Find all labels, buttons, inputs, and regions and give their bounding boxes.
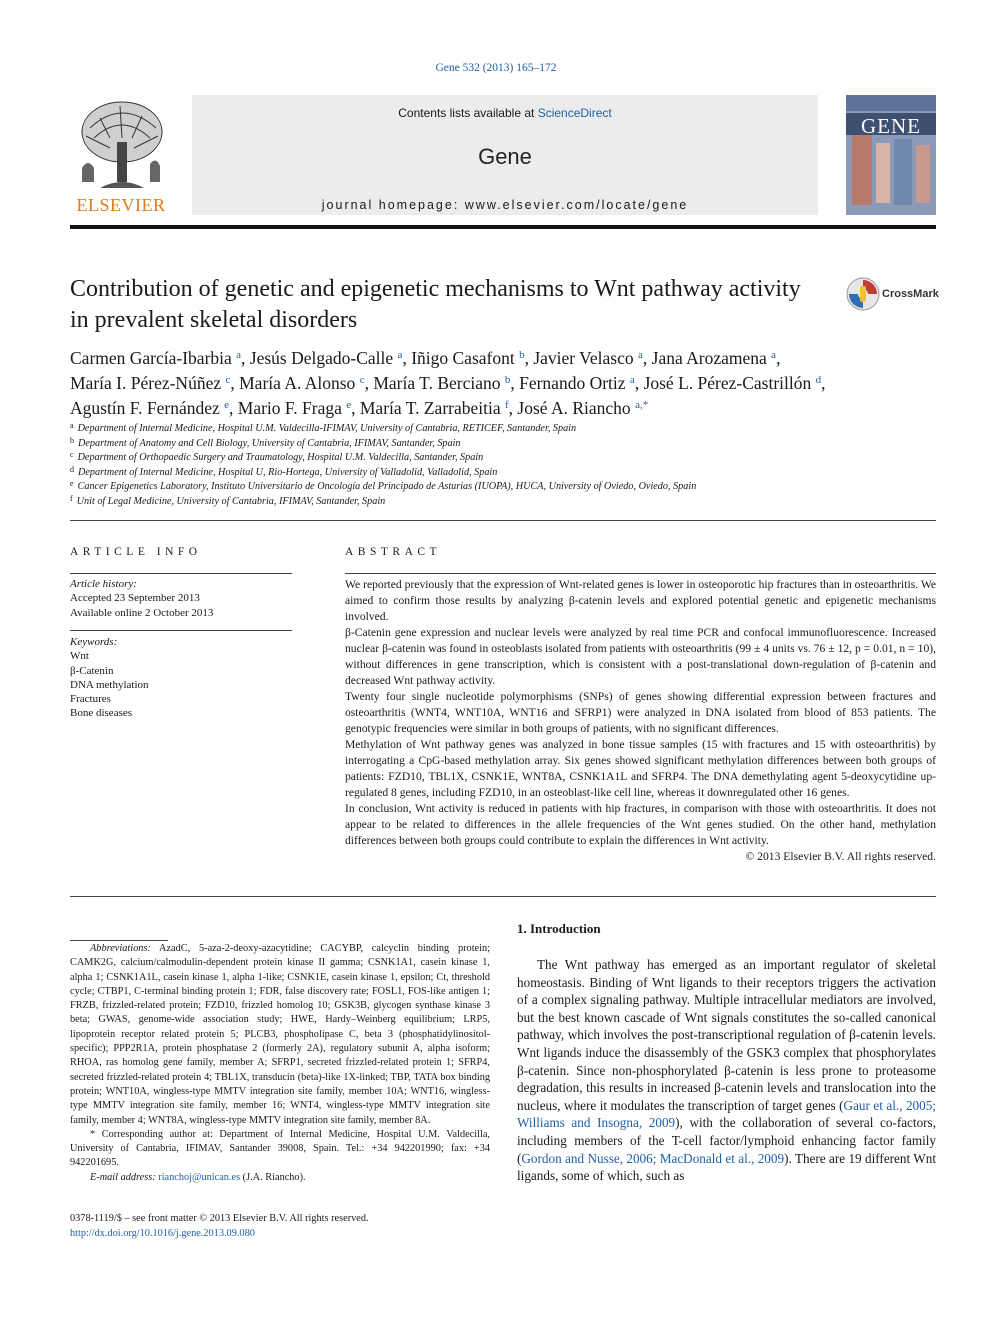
abstract-paragraph: Twenty four single nucleotide polymorphisms (SNPs) of genes showing differential expression between fractures and osteoarthritis (WNT4, WNT10A, WNT16 and SFRP1) were analyzed in DNA isolated from blood of 853 patients. The genotypic frequencies were similar in both groups of patients, with no significant differences. [345,690,936,735]
corresponding-footnote: * Corresponding author at: Department of Internal Medicine, Hospital U.M. Valdecilla, University of Cantabria, IFIMAV, Santander 39008, Spain. Tel.: +34 942201990; fax: +34 942201695. [70,1128,490,1169]
author[interactable]: Jana Arozamena [651,348,767,368]
author[interactable]: Jesús Delgado-Calle [249,348,394,368]
author[interactable]: Fernando Ortiz [519,373,626,393]
front-matter [70,1212,490,1241]
citation-link[interactable]: Gordon and Nusse, 2006; MacDonald et al., 2009 [521,1150,785,1166]
elsevier-wordmark: ELSEVIER [76,195,166,215]
intro-paragraph: The Wnt pathway has emerged as an important regulator of skeletal homeostasis. Binding of Wnt ligands to their receptors triggers the activation of a complex signaling pathway. Multiple intracellular mediators are involved, but the best known cascade of Wnt signals constitutes the so-called canonical pathway, which involves the post-transcriptional regulation of β-catenin levels. Wnt ligands induce the disassembly of the GSK3 complex that phosphorylates β-catenin. Since non-phosphorylated β-catenin is less prone to proteasome degradation, this results in increased β-catenin levels and translocation into the nucleus, where it modulates the transcription of target genes (Gaur et al., 2005; Williams and Insogna, 2009), with the collaboration of several co-factors, including members of the T-cell factor/lymphoid enhancing factor family (Gordon and Nusse, 2006; MacDonald et al., 2009). There are 19 different Wnt ligands, some of which, such as [517,957,936,1184]
author[interactable]: María A. Alonso [239,373,356,393]
affiliation-rule [70,520,936,521]
author[interactable]: Javier Velasco [533,348,634,368]
author[interactable]: José A. Riancho [517,398,631,418]
footnotes [70,942,490,1185]
gene-cover-title: GENE [861,114,921,138]
journal-name: Gene [478,144,532,169]
affiliation: $^d$ Department of Internal Medicine, Hospital U, Rio-Hortega, University of Valladolid, Valladolid, Spain [70,464,498,478]
affiliation: $^f$ Unit of Legal Medicine, University of Cantabria, IFIMAV, Santander, Spain [70,493,386,507]
author[interactable]: Carmen García-Ibarbia [70,348,232,368]
keyword: DNA methylation [70,678,149,691]
abstract-paragraph: In conclusion, Wnt activity is reduced in patients with hip fractures, in comparison with those with osteoarthritis. It does not appear to be related to differences in the allele frequencies of the Wnt genes studied. On the other hand, methylation differences between both groups could contribute to explain the differences in Wnt activity. [345,802,936,847]
abstract-paragraph: We reported previously that the expression of Wnt-related genes is lower in osteoporotic hip fractures than in osteoarthritis. We aimed to confirm those results by analyzing β-catenin levels and explored potential genetic and epigenetic mechanisms involved. [345,578,936,623]
abstract-bottom-rule [70,896,936,897]
abstract-copyright: © 2013 Elsevier B.V. All rights reserved. [745,850,936,863]
affiliation: $^b$ Department of Anatomy and Cell Biology, University of Cantabria, IFIMAV, Santander, Spain [70,435,461,449]
crossmark-label: CrossMark [882,288,939,300]
article-info-rule [70,573,292,574]
journal-homepage[interactable]: journal homepage: www.elsevier.com/locate/gene [321,198,689,212]
affiliation: $^e$ Cancer Epigenetics Laboratory, Instituto Universitario de Oncología del Principado de Asturias (IUOPA), HUCA, University of Oviedo, Oviedo, Spain [70,479,697,492]
abstract-heading: ABSTRACT [345,546,442,558]
issn-line: 0378-1119/$ – see front matter © 2013 Elsevier B.V. All rights reserved. [70,1213,369,1224]
keyword: Wnt [70,650,89,663]
author[interactable]: María T. Berciano [373,373,501,393]
doi-link[interactable]: http://dx.doi.org/10.1016/j.gene.2013.09.080 [70,1227,255,1239]
author[interactable]: Iñigo Casafont [411,348,515,368]
article-history: Article history: Accepted 23 September 2013 Available online 2 October 2013 [70,578,214,619]
author[interactable]: José L. Pérez-Castrillón [643,373,812,393]
citation-link[interactable]: Gaur et al., 2005; Williams and Insogna, 2009 [517,1097,936,1131]
email-footnote: E-mail address: rianchoj@unican.es (J.A. Riancho). [90,1171,306,1183]
article-title: Contribution of genetic and epigenetic mechanisms to Wnt pathway activity in prevalent skeletal disorders [70,276,801,333]
keyword: Fractures [70,693,111,706]
keywords: Keywords: Wnt β-Catenin DNA methylation Fractures Bone diseases [70,635,292,721]
abstract-paragraph: β-Catenin gene expression and nuclear levels were analyzed by real time PCR and confocal immunofluorescence. Increased nuclear β-catenin was found in osteoblasts isolated from patients with osteoarthritis (99 ± 4 units vs. 76 ± 12, p = 0.01, n = 10), without differences in gene transcription, which is consistent with a post-translational down-regulation of β-catenin and decreased Wnt pathway activity. [345,626,937,687]
journal-citation[interactable]: Gene 532 (2013) 165–172 [435,62,557,74]
keywords-rule [70,630,292,631]
author[interactable]: María I. Pérez-Núñez [70,373,222,393]
author-list: Carmen García-Ibarbia $^a$, Jesús Delgado-Calle $^a$, Iñigo Casafont $^b$, Javier Velasco $^a$, Jana Arozamena $^a$, María I. Pérez-Núñez $^c$, María A. Alonso $^c$, María T. Berciano $^b$, Fernando Ortiz $^a$, José L. Pérez-Castrillón $^d$, Agustín F. Fernández $^e$, Mario F. Fraga $^e$, María T. Zarrabeitia $^f$, José A. Riancho $^{a,*}$ [70,348,826,418]
email-link[interactable]: rianchoj@unican.es [158,1171,241,1183]
abstract-paragraph: Methylation of Wnt pathway genes was analyzed in bone tissue samples (15 with fractures and 15 with osteoarthritis) by interrogating a CpG-based methylation array. Six genes showed significant methylation differences between both groups of patients: FZD10, TBL1X, CSNK1E, WNT8A, CSNK1A1L and SFRP4. The DNA demethylating agent 5-deoxycytidine up-regulated 8 genes, including FZD10, in an osteoblast-like cell line, whereas it downregulated other 16 genes. [345,738,936,799]
abstract-body [345,577,936,865]
affiliation: $^a$ Department of Internal Medicine, Hospital U.M. Valdecilla-IFIMAV, University of Cantabria, RETICEF, Santander, Spain [70,421,577,434]
gene-journal-cover[interactable] [846,95,936,215]
author[interactable]: Mario F. Fraga [237,398,342,418]
crossmark-icon [846,276,882,312]
abbreviations-footnote: Abbreviations: AzadC, 5-aza-2-deoxy-azacytidine; CACYBP, calcyclin binding protein; CAMK2G, calcium/calmodulin-dependent protein kinase II gamma; CSNK1A1, casein kinase 1, alpha 1; CSNK1A1L, casein kinase 1, alpha 1-like; CSNK1E, casein kinase 1, epsilon; Ct, threshold cycle; CTBP1, C-terminal binding protein 1; FDR, false discovery rate; FOSL1, FOS-like antigen 1; FRZB, frizzled-related protein; FZD10, frizzled homolog 10; GSK3B, glycogen synthase kinase 3 beta; GWAS, genome-wide association study; HWE, Hardy–Weinberg equilibrium; LRP5, lipoprotein receptor related protein 5; PLCB3, phospholipase C, beta 3 (phosphatidylinositol-specific); PPP2R1A, protein phosphatase 2 (formerly 2A), regulatory subunit A, alpha isoform; RHOA, ras homolog gene family, member A; SFRP1, secreted frizzled-related protein 1; SFRP4, secreted frizzled-related protein 4; TBL1X, transducin (beta)-like 1X-linked; TBP, TATA box binding protein; WNT10A, wingless-type MMTV integration site family, member 10A; WNT16, wingless-type MMTV integration site family, member 16; WNT4, wingless-type MMTV integration site family, member 4; WNT8A, wingless-type MMTV integration site family, member 8A. [70,943,491,1126]
article-info-heading: ARTICLE INFO [70,546,202,558]
sciencedirect-link[interactable]: ScienceDirect [537,106,612,120]
author[interactable]: Agustín F. Fernández [70,398,220,418]
intro-heading: 1. Introduction [517,921,601,936]
keyword: β-Catenin [70,664,114,677]
author[interactable]: María T. Zarrabeitia [359,398,501,418]
abstract-rule [345,573,936,574]
affiliation: $^c$ Department of Orthopaedic Surgery and Traumatology, Hospital U.M. Valdecilla, Santander, Spain [70,450,484,463]
footnote-rule [70,940,168,941]
contents-line: Contents lists available at ScienceDirect [398,106,612,120]
header-rule [70,225,936,229]
keyword: Bone diseases [70,707,133,720]
